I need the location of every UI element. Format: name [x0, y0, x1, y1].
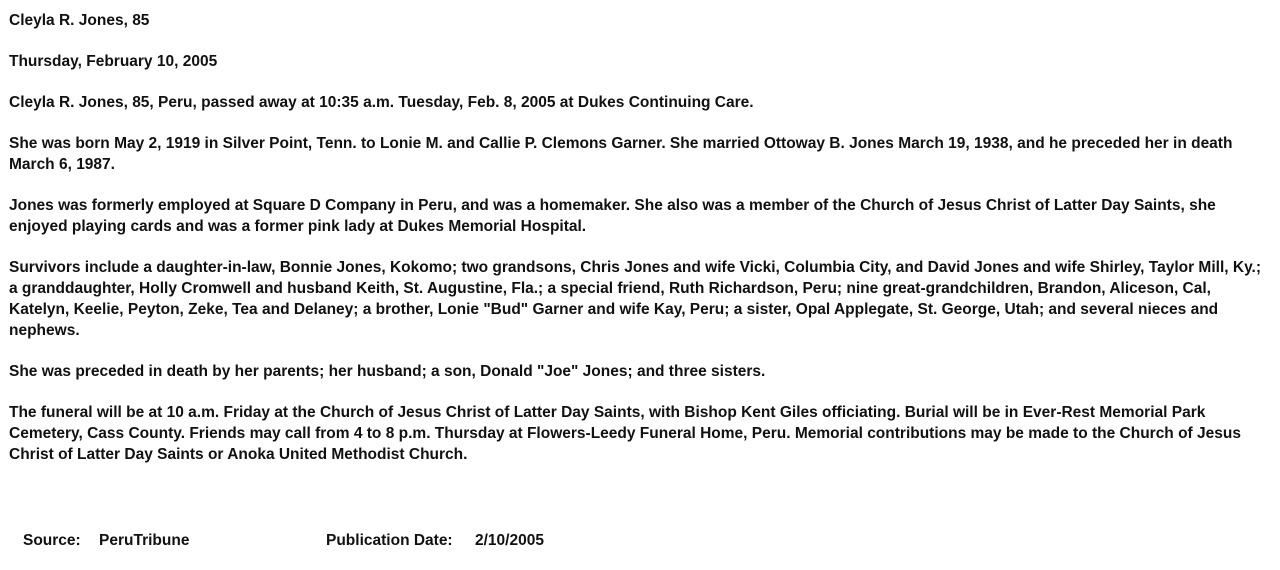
paragraph-employment: Jones was formerly employed at Square D Company in Peru, and was a homemaker. She also was a member of the Church of Jesus Christ of Latter Day Saints, she enjoyed playing cards and was a former pink lady at Dukes Memorial Hospital. [9, 197, 1216, 235]
date-line: Thursday, February 10, 2005 [9, 53, 218, 70]
source-label: Source: [23, 532, 81, 549]
obituary-heading: Cleyla R. Jones, 85 [9, 12, 150, 29]
source-footer [23, 530, 1253, 551]
paragraph-funeral: The funeral will be at 10 a.m. Friday at the Church of Jesus Christ of Latter Day Saints, with Bishop Kent Giles officiating. Burial will be in Ever-Rest Memorial Park Cemetery, Cass County. Friends may call from 4 to 8 p.m. Thursday at Flowers-Leedy Funeral Home, Peru. Memorial contributions may be made to the Church of Jesus Christ of Latter Day Saints or Anoka United Methodist Church. [9, 404, 1241, 463]
paragraph-death-notice: Cleyla R. Jones, 85, Peru, passed away at 10:35 a.m. Tuesday, Feb. 8, 2005 at Dukes Continuing Care. [9, 94, 754, 111]
publication-date-value: 2/10/2005 [475, 532, 544, 549]
obituary-document [9, 10, 1271, 485]
publication-date-label: Publication Date: [326, 532, 453, 549]
paragraph-birth-marriage: She was born May 2, 1919 in Silver Point, Tenn. to Lonie M. and Callie P. Clemons Garner. She married Ottoway B. Jones March 19, 1938, and he preceded her in death March 6, 1987. [9, 135, 1233, 173]
paragraph-survivors: Survivors include a daughter-in-law, Bonnie Jones, Kokomo; two grandsons, Chris Jones and wife Vicki, Columbia City, and David Jones and wife Shirley, Taylor Mill, Ky.; a granddaughter, Holly Cromwell and husband Keith, St. Augustine, Fla.; a special friend, Ruth Richardson, Peru; nine great-grandchildren, Brandon, Aliceson, Cal, Katelyn, Keelie, Peyton, Zeke, Tea and Delaney; a brother, Lonie "Bud" Garner and wife Kay, Peru; a sister, Opal Applegate, St. George, Utah; and several nieces and nephews. [9, 259, 1262, 339]
source-value: PeruTribune [99, 532, 190, 549]
paragraph-preceded-in-death: She was preceded in death by her parents; her husband; a son, Donald "Joe" Jones; and three sisters. [9, 363, 766, 380]
